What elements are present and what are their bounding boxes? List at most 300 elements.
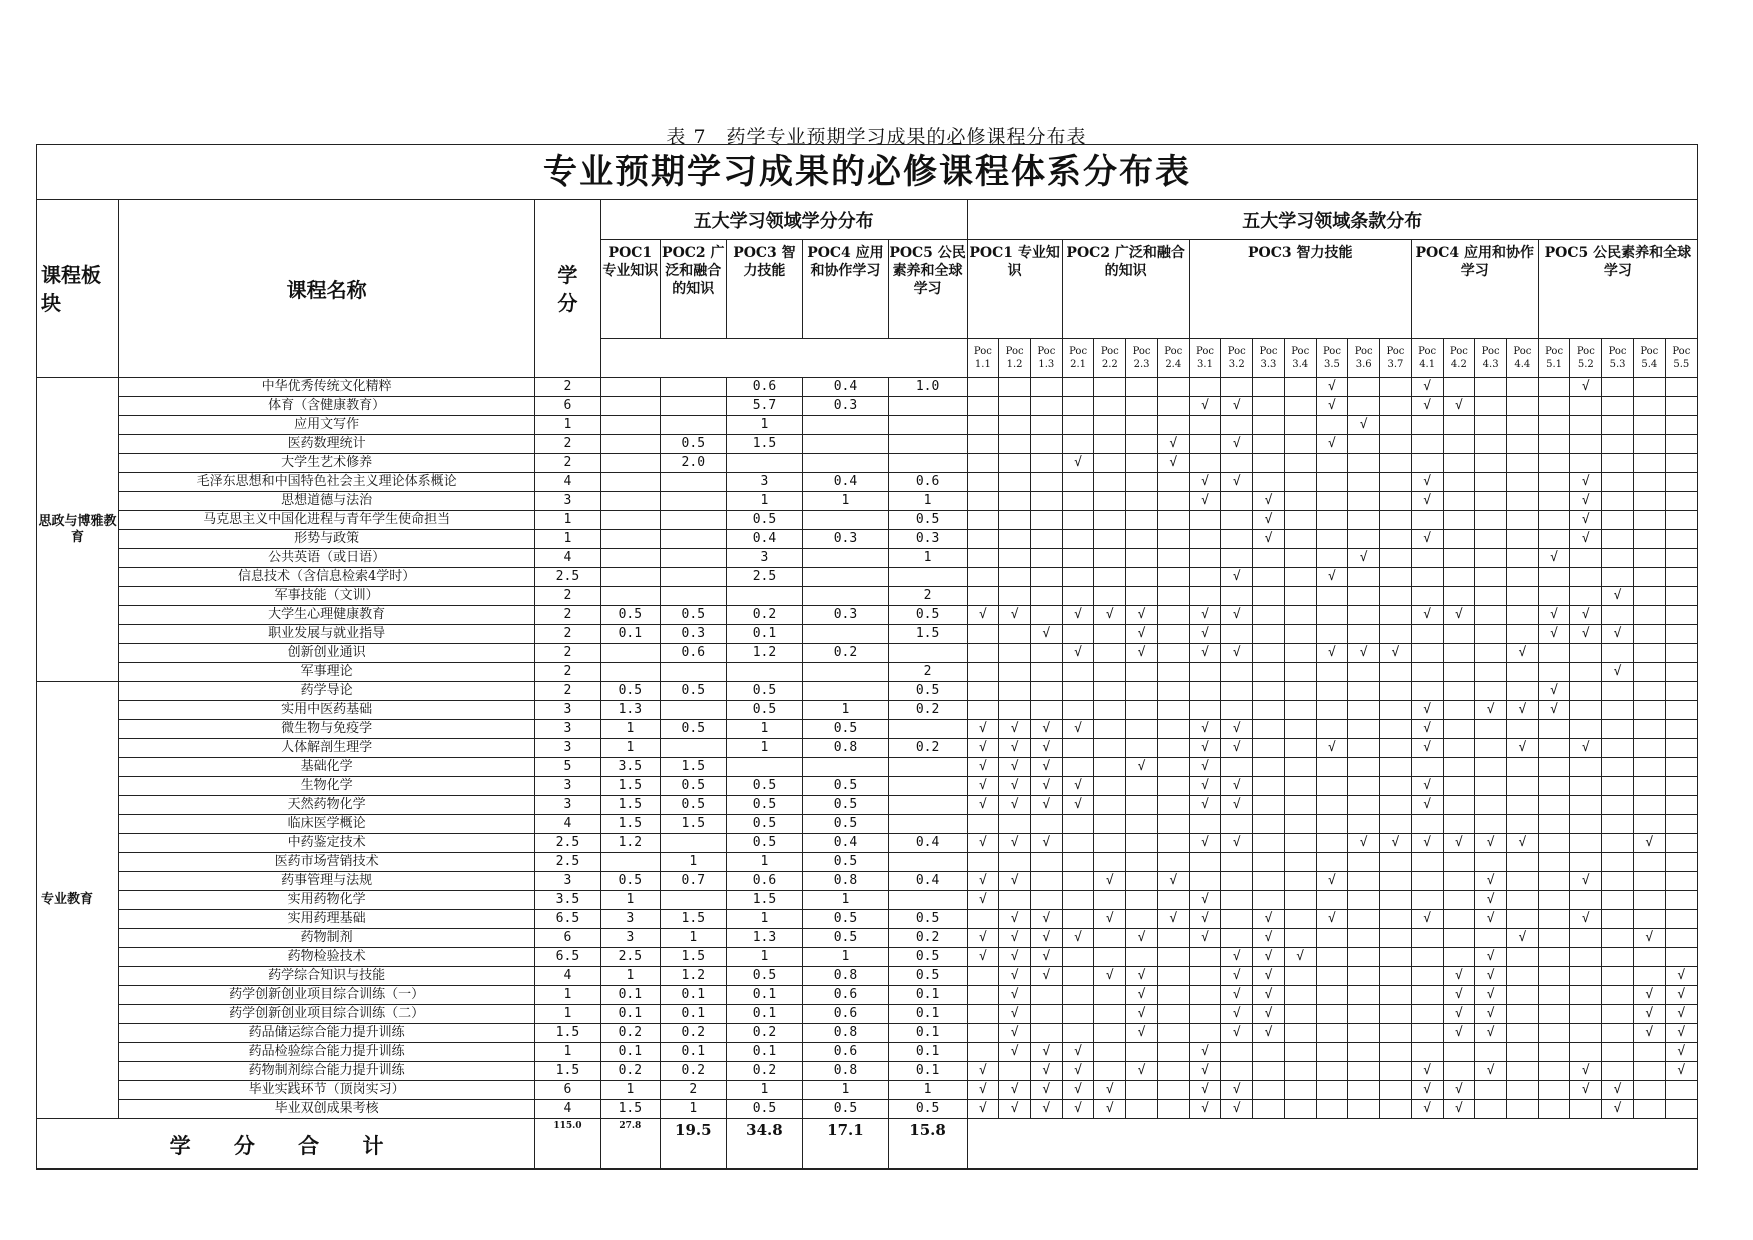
header-poc1-clauses: POC1 专业知识	[967, 240, 1062, 339]
check-mark: √	[1316, 644, 1348, 663]
clause-cell	[1475, 511, 1507, 530]
clause-cell	[999, 416, 1031, 435]
clause-cell	[1348, 625, 1380, 644]
course-credit: 1	[535, 1043, 601, 1062]
course-credit: 6.5	[535, 910, 601, 929]
check-mark: √	[1126, 929, 1158, 948]
clause-cell	[1253, 1100, 1285, 1119]
clause-cell	[1602, 397, 1634, 416]
check-mark: √	[1633, 1005, 1665, 1024]
clause-cell	[1633, 492, 1665, 511]
check-mark: √	[1221, 1005, 1253, 1024]
header-sub-poc-5-4: Poc 5.4	[1633, 339, 1665, 378]
clause-cell	[1126, 739, 1158, 758]
credit-poc2	[660, 397, 726, 416]
check-mark: √	[967, 796, 999, 815]
credit-poc4	[803, 511, 888, 530]
clause-cell	[1284, 758, 1316, 777]
clause-cell	[1316, 967, 1348, 986]
clause-cell	[1189, 378, 1221, 397]
credit-poc5: 0.1	[888, 1062, 967, 1081]
credit-poc1: 2.5	[600, 948, 660, 967]
clause-cell	[1411, 416, 1443, 435]
clause-cell	[1443, 568, 1475, 587]
clause-cell	[1443, 473, 1475, 492]
clause-cell	[999, 815, 1031, 834]
clause-cell	[967, 701, 999, 720]
credit-poc4: 0.2	[803, 644, 888, 663]
clause-cell	[1475, 1081, 1507, 1100]
clause-cell	[1062, 549, 1094, 568]
clause-cell	[1126, 720, 1158, 739]
header-poc1-credit: POC1 专业知识	[600, 240, 660, 339]
clause-cell	[1665, 720, 1697, 739]
course-name: 药学综合知识与技能	[119, 967, 535, 986]
credit-poc4: 0.5	[803, 815, 888, 834]
clause-cell	[1030, 511, 1062, 530]
clause-cell	[1506, 777, 1538, 796]
clause-cell	[1316, 1100, 1348, 1119]
clause-cell	[967, 682, 999, 701]
clause-cell	[1506, 891, 1538, 910]
clause-cell	[1284, 416, 1316, 435]
clause-cell	[1633, 682, 1665, 701]
credit-poc2	[660, 739, 726, 758]
clause-cell	[1443, 511, 1475, 530]
clause-cell	[1157, 1043, 1189, 1062]
clause-cell	[1030, 682, 1062, 701]
header-credit-spacer	[600, 339, 967, 378]
clause-cell	[1633, 1043, 1665, 1062]
clause-cell	[1030, 492, 1062, 511]
clause-cell	[1506, 435, 1538, 454]
check-mark: √	[1411, 910, 1443, 929]
clause-cell	[1284, 682, 1316, 701]
credit-poc4: 0.5	[803, 853, 888, 872]
check-mark: √	[1602, 1081, 1634, 1100]
check-mark: √	[1189, 720, 1221, 739]
clause-cell	[1411, 587, 1443, 606]
clause-cell	[1443, 682, 1475, 701]
clause-cell	[1030, 568, 1062, 587]
clause-cell	[1665, 568, 1697, 587]
course-credit: 2.5	[535, 568, 601, 587]
table-row	[37, 758, 1698, 777]
check-mark: √	[1570, 872, 1602, 891]
course-credit: 1.5	[535, 1024, 601, 1043]
clause-cell	[1189, 454, 1221, 473]
credit-poc1: 0.1	[600, 1005, 660, 1024]
check-mark: √	[1475, 948, 1507, 967]
check-mark: √	[1633, 834, 1665, 853]
check-mark: √	[1570, 910, 1602, 929]
clause-cell	[1633, 777, 1665, 796]
table-row	[37, 853, 1698, 872]
clause-cell	[1665, 834, 1697, 853]
totals-poc3: 34.8	[726, 1119, 803, 1170]
clause-cell	[1284, 1100, 1316, 1119]
credit-poc1	[600, 378, 660, 397]
clause-cell	[1443, 739, 1475, 758]
check-mark: √	[1030, 1043, 1062, 1062]
clause-cell	[1126, 891, 1158, 910]
credit-poc3: 0.5	[726, 796, 803, 815]
clause-cell	[1506, 549, 1538, 568]
clause-cell	[1284, 796, 1316, 815]
clause-cell	[1380, 910, 1412, 929]
clause-cell	[1348, 815, 1380, 834]
clause-cell	[1316, 1062, 1348, 1081]
clause-cell	[1570, 644, 1602, 663]
credit-poc2: 2.0	[660, 454, 726, 473]
credit-poc4: 0.8	[803, 1062, 888, 1081]
clause-cell	[1348, 492, 1380, 511]
credit-poc2	[660, 549, 726, 568]
block-label: 专业教育	[37, 682, 119, 1119]
clause-cell	[1570, 891, 1602, 910]
clause-cell	[1253, 397, 1285, 416]
clause-cell	[1380, 1081, 1412, 1100]
credit-poc1: 1.5	[600, 796, 660, 815]
check-mark: √	[1062, 1100, 1094, 1119]
header-sub-poc-5-1: Poc 5.1	[1538, 339, 1570, 378]
clause-cell	[1062, 834, 1094, 853]
credit-poc5: 0.5	[888, 606, 967, 625]
clause-cell	[1538, 948, 1570, 967]
credit-poc5	[888, 796, 967, 815]
course-name: 毕业双创成果考核	[119, 1100, 535, 1119]
header-sub-poc-4-2: Poc 4.2	[1443, 339, 1475, 378]
clause-cell	[1380, 378, 1412, 397]
clause-cell	[1380, 587, 1412, 606]
check-mark: √	[1411, 720, 1443, 739]
clause-cell	[1665, 625, 1697, 644]
clause-cell	[1506, 416, 1538, 435]
credit-poc5: 0.1	[888, 1024, 967, 1043]
check-mark: √	[1348, 834, 1380, 853]
check-mark: √	[1189, 625, 1221, 644]
clause-cell	[1380, 701, 1412, 720]
clause-cell	[1602, 606, 1634, 625]
clause-cell	[1062, 397, 1094, 416]
credit-poc5: 0.5	[888, 948, 967, 967]
clause-cell	[1094, 435, 1126, 454]
clause-cell	[1157, 682, 1189, 701]
clause-cell	[1094, 682, 1126, 701]
clause-cell	[1253, 701, 1285, 720]
credit-poc5: 2	[888, 663, 967, 682]
check-mark: √	[1348, 416, 1380, 435]
credit-poc4: 0.5	[803, 777, 888, 796]
clause-cell	[1284, 530, 1316, 549]
clause-cell	[1411, 454, 1443, 473]
clause-cell	[1380, 1005, 1412, 1024]
clause-cell	[1126, 378, 1158, 397]
clause-cell	[1157, 397, 1189, 416]
clause-cell	[1189, 549, 1221, 568]
table-row	[37, 948, 1698, 967]
clause-cell	[1665, 758, 1697, 777]
clause-cell	[1126, 530, 1158, 549]
course-name: 公共英语（或日语）	[119, 549, 535, 568]
clause-cell	[1062, 473, 1094, 492]
clause-cell	[1348, 758, 1380, 777]
clause-cell	[1348, 929, 1380, 948]
check-mark: √	[1094, 1081, 1126, 1100]
clause-cell	[1157, 834, 1189, 853]
clause-cell	[999, 530, 1031, 549]
header-clause-distribution: 五大学习领域条款分布	[967, 200, 1698, 240]
clause-cell	[1062, 530, 1094, 549]
check-mark: √	[1221, 948, 1253, 967]
credit-poc4: 0.3	[803, 530, 888, 549]
check-mark: √	[1633, 1024, 1665, 1043]
clause-cell	[1348, 587, 1380, 606]
clause-cell	[1475, 492, 1507, 511]
clause-cell	[1284, 435, 1316, 454]
credit-poc3: 1.5	[726, 891, 803, 910]
clause-cell	[1538, 853, 1570, 872]
credit-poc1	[600, 492, 660, 511]
credit-poc1: 0.2	[600, 1062, 660, 1081]
check-mark: √	[1475, 701, 1507, 720]
spreadsheet	[36, 144, 1698, 1169]
table-row	[37, 1043, 1698, 1062]
table-row	[37, 891, 1698, 910]
clause-cell	[1094, 815, 1126, 834]
clause-cell	[1094, 568, 1126, 587]
clause-cell	[1665, 796, 1697, 815]
clause-cell	[1094, 796, 1126, 815]
clause-cell	[1316, 929, 1348, 948]
credit-poc5	[888, 891, 967, 910]
clause-cell	[1348, 777, 1380, 796]
clause-cell	[1602, 777, 1634, 796]
clause-cell	[1633, 416, 1665, 435]
header-sub-poc-5-5: Poc 5.5	[1665, 339, 1697, 378]
check-mark: √	[1221, 1081, 1253, 1100]
clause-cell	[1094, 929, 1126, 948]
credit-poc2: 0.5	[660, 435, 726, 454]
clause-cell	[1062, 910, 1094, 929]
clause-cell	[1475, 530, 1507, 549]
clause-cell	[967, 530, 999, 549]
credit-poc3: 1	[726, 492, 803, 511]
clause-cell	[1030, 454, 1062, 473]
clause-cell	[1221, 872, 1253, 891]
course-credit: 2	[535, 454, 601, 473]
credit-poc3: 0.1	[726, 1005, 803, 1024]
clause-cell	[1284, 986, 1316, 1005]
clause-cell	[1665, 910, 1697, 929]
clause-cell	[1665, 606, 1697, 625]
clause-cell	[1380, 435, 1412, 454]
clause-cell	[1126, 948, 1158, 967]
header-sub-poc-4-4: Poc 4.4	[1506, 339, 1538, 378]
clause-cell	[1062, 1005, 1094, 1024]
totals-label: 学 分 合 计	[37, 1119, 535, 1170]
clause-cell	[1380, 473, 1412, 492]
clause-cell	[1094, 397, 1126, 416]
check-mark: √	[1126, 1024, 1158, 1043]
clause-cell	[1062, 1024, 1094, 1043]
clause-cell	[999, 1062, 1031, 1081]
check-mark: √	[1094, 910, 1126, 929]
clause-cell	[1443, 644, 1475, 663]
credit-poc2	[660, 568, 726, 587]
clause-cell	[1475, 720, 1507, 739]
credit-poc3: 3	[726, 549, 803, 568]
clause-cell	[1094, 853, 1126, 872]
clause-cell	[1570, 834, 1602, 853]
clause-cell	[1126, 815, 1158, 834]
clause-cell	[1506, 663, 1538, 682]
clause-cell	[1633, 454, 1665, 473]
course-name: 天然药物化学	[119, 796, 535, 815]
credit-poc4: 0.3	[803, 606, 888, 625]
clause-cell	[967, 511, 999, 530]
clause-cell	[1062, 511, 1094, 530]
clause-cell	[1157, 796, 1189, 815]
clause-cell	[1284, 587, 1316, 606]
clause-cell	[1380, 1062, 1412, 1081]
clause-cell	[1443, 416, 1475, 435]
credit-poc1	[600, 397, 660, 416]
clause-cell	[1538, 511, 1570, 530]
clause-cell	[1221, 758, 1253, 777]
credit-poc2: 0.1	[660, 1005, 726, 1024]
course-name: 信息技术（含信息检索4学时）	[119, 568, 535, 587]
check-mark: √	[1126, 967, 1158, 986]
table-row	[37, 473, 1698, 492]
clause-cell	[1284, 492, 1316, 511]
clause-cell	[1570, 416, 1602, 435]
check-mark: √	[1221, 568, 1253, 587]
clause-cell	[1284, 967, 1316, 986]
table-row	[37, 701, 1698, 720]
clause-cell	[1411, 758, 1443, 777]
clause-cell	[1538, 1005, 1570, 1024]
clause-cell	[1506, 948, 1538, 967]
clause-cell	[1570, 853, 1602, 872]
clause-cell	[1094, 1062, 1126, 1081]
clause-cell	[1094, 739, 1126, 758]
clause-cell	[1380, 625, 1412, 644]
credit-poc4: 0.4	[803, 473, 888, 492]
credit-poc5: 1.5	[888, 625, 967, 644]
check-mark: √	[1570, 530, 1602, 549]
course-name: 药学创新创业项目综合训练（二）	[119, 1005, 535, 1024]
clause-cell	[999, 397, 1031, 416]
clause-cell	[1633, 435, 1665, 454]
course-name: 临床医学概论	[119, 815, 535, 834]
clause-cell	[1316, 853, 1348, 872]
clause-cell	[1157, 492, 1189, 511]
check-mark: √	[1443, 1081, 1475, 1100]
credit-poc1: 0.2	[600, 1024, 660, 1043]
credit-poc3: 1	[726, 910, 803, 929]
clause-cell	[1538, 815, 1570, 834]
clause-cell	[1380, 663, 1412, 682]
header-sub-poc-4-3: Poc 4.3	[1475, 339, 1507, 378]
check-mark: √	[999, 834, 1031, 853]
clause-cell	[1157, 720, 1189, 739]
credit-poc1: 0.1	[600, 986, 660, 1005]
clause-cell	[1475, 549, 1507, 568]
credit-poc4: 0.8	[803, 872, 888, 891]
clause-cell	[1348, 986, 1380, 1005]
clause-cell	[1284, 511, 1316, 530]
clause-cell	[1157, 625, 1189, 644]
clause-cell	[999, 492, 1031, 511]
credit-poc5: 0.5	[888, 1100, 967, 1119]
check-mark: √	[1506, 834, 1538, 853]
credit-poc1: 3	[600, 910, 660, 929]
course-credit: 3	[535, 492, 601, 511]
clause-cell	[1221, 1062, 1253, 1081]
clause-cell	[1094, 473, 1126, 492]
clause-cell	[1475, 416, 1507, 435]
clause-cell	[1506, 1005, 1538, 1024]
clause-cell	[1348, 663, 1380, 682]
clause-cell	[1094, 1005, 1126, 1024]
credit-poc1: 3.5	[600, 758, 660, 777]
clause-cell	[1348, 682, 1380, 701]
clause-cell	[1157, 568, 1189, 587]
check-mark: √	[967, 606, 999, 625]
clause-cell	[1633, 378, 1665, 397]
check-mark: √	[1411, 1081, 1443, 1100]
check-mark: √	[1411, 397, 1443, 416]
check-mark: √	[999, 1024, 1031, 1043]
check-mark: √	[967, 720, 999, 739]
check-mark: √	[1443, 397, 1475, 416]
clause-cell	[1221, 815, 1253, 834]
table-row	[37, 568, 1698, 587]
clause-cell	[1094, 948, 1126, 967]
clause-cell	[1506, 1100, 1538, 1119]
clause-cell	[1411, 1024, 1443, 1043]
check-mark: √	[1094, 872, 1126, 891]
clause-cell	[1633, 948, 1665, 967]
check-mark: √	[1221, 986, 1253, 1005]
clause-cell	[1126, 416, 1158, 435]
clause-cell	[1157, 1062, 1189, 1081]
check-mark: √	[1221, 473, 1253, 492]
clause-cell	[1157, 948, 1189, 967]
check-mark: √	[1030, 929, 1062, 948]
clause-cell	[1221, 663, 1253, 682]
check-mark: √	[1538, 549, 1570, 568]
check-mark: √	[967, 777, 999, 796]
table-row	[37, 967, 1698, 986]
clause-cell	[1506, 815, 1538, 834]
credit-poc4	[803, 587, 888, 606]
clause-cell	[1633, 397, 1665, 416]
table-row	[37, 530, 1698, 549]
clause-cell	[1253, 473, 1285, 492]
clause-cell	[1380, 1100, 1412, 1119]
check-mark: √	[1570, 378, 1602, 397]
clause-cell	[1348, 1024, 1380, 1043]
clause-cell	[1316, 625, 1348, 644]
credit-poc5	[888, 568, 967, 587]
clause-cell	[999, 568, 1031, 587]
clause-cell	[1030, 1024, 1062, 1043]
clause-cell	[967, 967, 999, 986]
clause-cell	[1094, 834, 1126, 853]
check-mark: √	[1316, 397, 1348, 416]
